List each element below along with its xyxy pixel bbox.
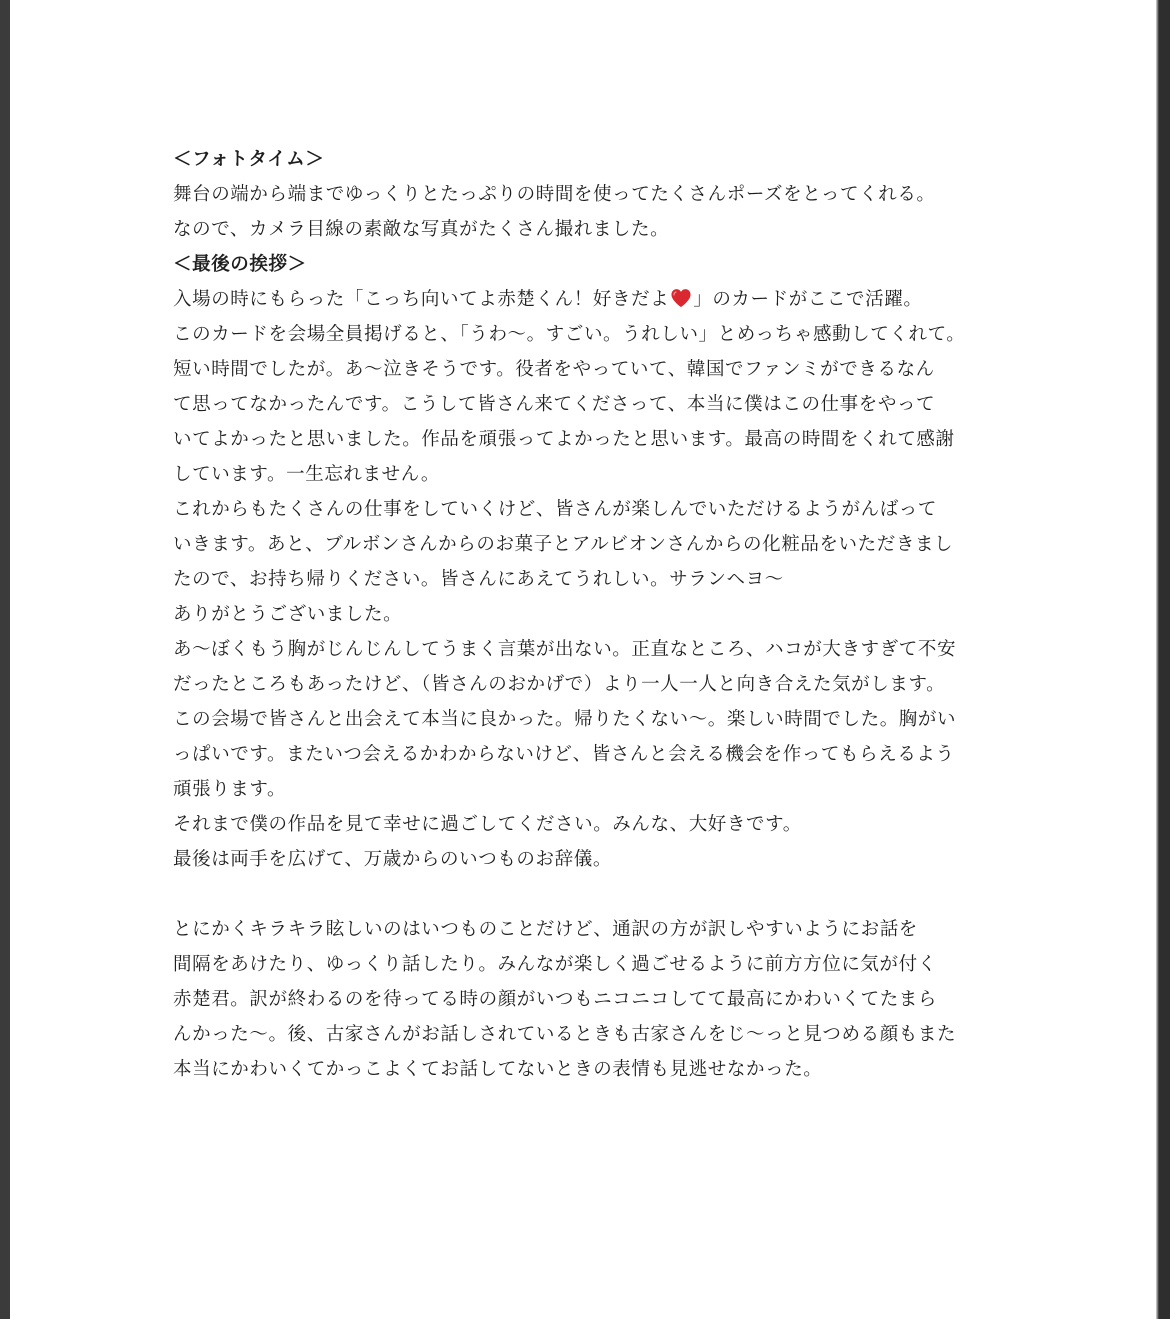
body-line: だったところもあったけど、（皆さんのおかげで）より一人一人と向き合えた気がします。 <box>173 674 946 695</box>
body-line: っぱいです。またいつ会えるかわからないけど、皆さんと会える機会を作ってもらえるよう <box>173 744 955 765</box>
body-line: これからもたくさんの仕事をしていくけど、皆さんが楽しんでいただけるようがんばって <box>173 499 938 520</box>
document-body <box>173 142 1013 1087</box>
body-line: しています。一生忘れません。 <box>173 464 441 485</box>
body-line: 頑張ります。 <box>173 779 287 800</box>
document-page <box>10 0 1156 1319</box>
body-line: あ〜ぼくもう胸がじんじんしてうまく言葉が出ない。正直なところ、ハコが大きすぎて不安 <box>173 639 957 660</box>
section-heading-final-greeting: ＜最後の挨拶＞ <box>173 254 307 275</box>
card-line <box>173 282 1013 317</box>
body-line: ありがとうございました。 <box>173 604 403 625</box>
paragraph-spacer <box>173 877 1013 912</box>
body-line: とにかくキラキラ眩しいのはいつものことだけど、通訳の方が訳しやすいようにお話を <box>173 919 918 940</box>
body-line: 赤楚君。訳が終わるのを待ってる時の顔がいつもニコニコしてて最高にかわいくてたまら <box>173 989 938 1010</box>
body-line: それまで僕の作品を見て幸せに過ごしてください。みんな、大好きです。 <box>173 814 802 835</box>
body-line: 本当にかわいくてかっこよくてお話してないときの表情も見逃せなかった。 <box>173 1059 823 1080</box>
viewer-right-border <box>1156 0 1170 1319</box>
body-line: 間隔をあけたり、ゆっくり話したり。みんなが楽しく過ごせるように前方方位に気が付く <box>173 954 937 975</box>
red-heart-icon <box>670 288 692 308</box>
card-line-text-before: 入場の時にもらった「こっち向いてよ赤楚くん！好きだよ <box>173 289 670 310</box>
body-line: いきます。あと、ブルボンさんからのお菓子とアルビオンさんからの化粧品をいただきまし <box>173 534 954 555</box>
body-line: 短い時間でしたが。あ〜泣きそうです。役者をやっていて、韓国でファンミができるなん <box>173 359 935 380</box>
body-line: 舞台の端から端までゆっくりとたっぷりの時間を使ってたくさんポーズをとってくれる。 <box>173 184 936 205</box>
body-line: この会場で皆さんと出会えて本当に良かった。帰りたくない〜。楽しい時間でした。胸がい <box>173 709 957 730</box>
body-line: たので、お持ち帰りください。皆さんにあえてうれしい。サランヘヨ〜 <box>173 569 784 590</box>
card-line-text-after: 」のカードがここで活躍。 <box>693 289 923 310</box>
body-line: て思ってなかったんです。こうして皆さん来てくださって、本当に僕はこの仕事をやって <box>173 394 936 415</box>
body-line: いてよかったと思いました。作品を頑張ってよかったと思います。最高の時間をくれて感謝 <box>173 429 955 450</box>
body-line: んかった〜。後、古家さんがお話しされているときも古家さんをじ〜っと見つめる顔もまた <box>173 1024 957 1045</box>
body-line: このカードを会場全員掲げると、「うわ〜。すごい。うれしい」とめっちゃ感動してくれて。 <box>173 324 966 345</box>
body-line: なので、カメラ目線の素敵な写真がたくさん撮れました。 <box>173 219 670 240</box>
section-heading-photo-time: ＜フォトタイム＞ <box>173 149 325 170</box>
body-line: 最後は両手を広げて、万歳からのいつものお辞儀。 <box>173 849 612 870</box>
